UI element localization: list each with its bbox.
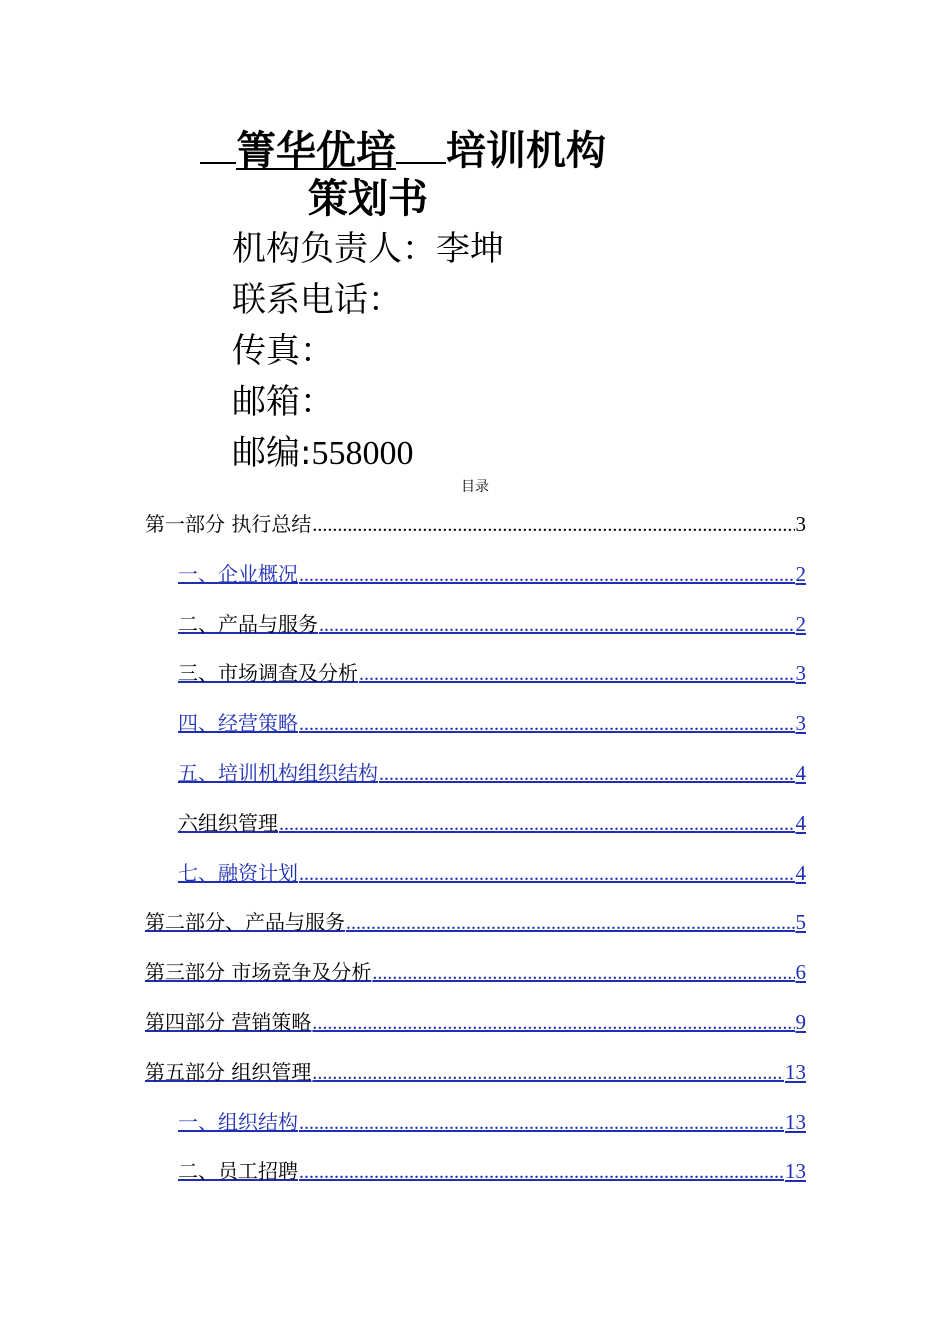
email-line	[232, 377, 504, 428]
toc-entry-market-research[interactable]: 三、市场调查及分析 ..... 3	[145, 657, 806, 707]
title-line-1	[200, 126, 720, 175]
toc-heading: 目录	[461, 479, 489, 495]
toc-entry-part5[interactable]: 第五部分 组织管理 ..... 13	[145, 1056, 806, 1106]
postcode-line	[232, 428, 504, 479]
toc-entry-part4[interactable]: 第四部分 营销策略 ..... 9	[145, 1006, 806, 1056]
toc-entry-part3[interactable]: 第三部分 市场竞争及分析 ..... 6	[145, 956, 806, 1006]
toc-entry-part2[interactable]: 第二部分、产品与服务 ..... 5	[145, 906, 806, 956]
phone-line	[232, 275, 504, 326]
toc-entry-organization-structure[interactable]: 一、组织结构 ..... 13	[145, 1106, 806, 1156]
toc-entry-products-services[interactable]: 二、产品与服务 ..... 2	[145, 608, 806, 658]
fax-line	[232, 326, 504, 377]
manager-label: 机构负责人：	[232, 229, 436, 269]
toc-entry-financing-plan[interactable]: 七、融资计划 ..... 4	[145, 857, 806, 907]
toc-entry-org-structure[interactable]: 五、培训机构组织结构 ..... 4	[145, 757, 806, 807]
table-of-contents	[145, 508, 806, 1205]
email-label: 邮箱：	[232, 382, 334, 422]
manager-value: 李坤	[436, 229, 504, 269]
manager-line	[232, 224, 504, 275]
phone-label: 联系电话：	[232, 280, 402, 320]
fax-label: 传真：	[232, 331, 334, 371]
document-title	[200, 126, 720, 223]
title-institution-name: 箐华优培	[236, 127, 396, 174]
toc-entry-recruitment[interactable]: 二、员工招聘 ..... 13	[145, 1155, 806, 1205]
title-institution-type: 培训机构	[446, 127, 606, 174]
toc-entry-company-overview[interactable]: 一、企业概况 ..... 2	[145, 558, 806, 608]
toc-entry-business-strategy[interactable]: 四、经营策略 ..... 3	[145, 707, 806, 757]
postcode-label: 邮编:	[232, 433, 312, 473]
contact-info	[232, 224, 504, 479]
postcode-value: 558000	[311, 435, 414, 472]
toc-entry-part1[interactable]: 第一部分 执行总结 ..... 3	[145, 508, 806, 558]
toc-entry-org-management[interactable]: 六组织管理 ..... 4	[145, 807, 806, 857]
title-line-2: 策划书	[308, 175, 428, 222]
